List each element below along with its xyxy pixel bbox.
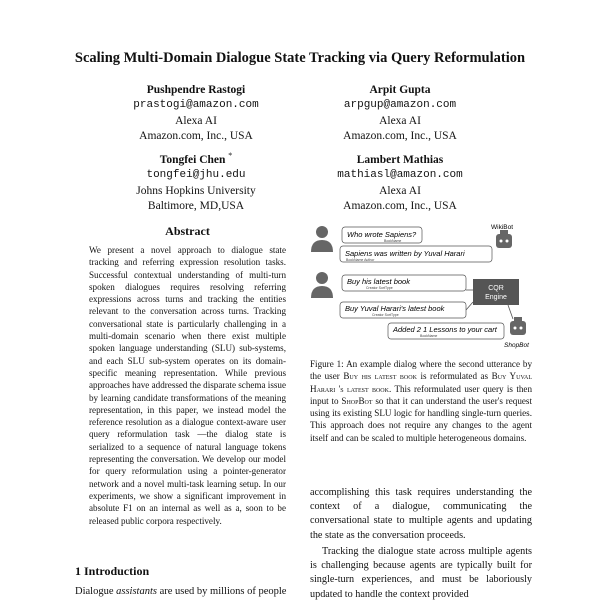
author-name: Pushpendre Rastogi [146,83,246,96]
svg-text:Buy his latest book: Buy his latest book [347,277,410,286]
shopbot-label: ShopBot [504,342,529,349]
svg-text:BookName: BookName [420,334,438,338]
dialog-bubble [388,323,504,339]
author-block [300,148,500,215]
svg-text:Sapiens was written by Yuval H: Sapiens was written by Yuval Harari [345,249,465,258]
dialog-bubble [340,246,492,262]
wikibot-icon [496,230,512,248]
author-affiliation: Alexa AI [175,114,217,127]
author-name: Lambert Mathias [356,153,444,166]
author-name: Arpit Gupta [369,83,431,96]
author-affiliation: Amazon.com, Inc., USA [343,130,457,143]
body-paragraph: accomplishing this task requires understanding the context of a dialogue, communicating the conversational state to multiple agents and updating the state as the conversation proceeds. [310,487,532,541]
author-email: mathiasl@amazon.com [337,169,463,182]
intro-text: Dialogue assistants are used by millions of people [75,586,287,597]
author-affiliation: Amazon.com, Inc., USA [139,130,253,143]
cqr-engine-label: Engine [485,294,507,301]
svg-text:BookName: BookName [384,239,402,243]
dialog-figure [308,222,540,350]
wikibot-label: WikiBot [491,224,514,231]
section-heading: 1 Introduction [75,564,150,578]
svg-text:Added 2 1 Lessons to your cart: Added 2 1 Lessons to your cart [393,325,497,334]
cqr-engine-label: CQR [488,285,504,292]
user-icon [311,226,333,252]
paper-title: Scaling Multi-Domain Dialogue State Tracking via Query Reformulation [74,50,526,66]
author-block [96,148,296,215]
user-icon [311,272,333,298]
author-email: arpgup@amazon.com [343,99,457,112]
author-affiliation: Baltimore, MD,USA [147,200,245,213]
author-email: tongfei@jhu.edu [146,169,246,182]
abstract-text: We present a novel approach to dialogue state tracking and referring expression resolution tasks. Successful contextual understanding of multi-turn spoken dialogues requires resolving referring expressions across turns and tracking the entities relevant to the conversation across turns. Tracking conversational state is particularly challenging in a multi-domain scenario when there exist multiple spoken language understanding (SLU) sub-systems, and each SLU sub-system operates on its domain-specific meaning representation. While previous approaches have addressed the disparate schema issue by learning candidate transformations of the meaning representation, in this paper, we instead model the reference resolution as a dialogue context-aware user query reformulation task —the dialog state is serialized to a sequence of natural language tokens representing the conversation. We develop our model for query reformulation using a pointer-generator network and a novel multi-task learning setup. In our experiments, we show a significant improvement in absolute F1 on an internal as well as a, soon to be released public corpora respectively. [89,245,286,526]
svg-text:Buy Yuval Harari's latest book: Buy Yuval Harari's latest book [345,304,445,313]
body-paragraph: Tracking the dialogue state across multiple agents is challenging because agents are typically built for single-turn experiences, and must be laboriously updated to handle the context provided [310,546,532,600]
dialog-bubble [342,275,466,291]
svg-text:Who wrote Sapiens?: Who wrote Sapiens? [347,230,417,239]
author-affiliation: Alexa AI [379,114,421,127]
author-affiliation: Alexa AI [379,184,421,197]
dialog-bubble [340,302,466,318]
shopbot-icon [510,317,526,335]
author-affiliation: Amazon.com, Inc., USA [343,200,457,213]
cqr-engine-box [473,279,519,305]
figure-caption: Figure 1: An example dialog where the second utterance by the user Buy his latest book is reformulated as Buy Yuval Harari 's latest book. This reformulated user query is then input to ShopBot so that it can understand the user's request using its existing SLU logic for handling single-turn queries. This approach does not require any changes to the agent itself and can be scaled to multiple heterogeneous domains. [310,359,532,443]
svg-text:BookName Author: BookName Author [346,258,375,262]
author-block [300,78,500,145]
author-block [96,78,296,145]
author-name: Tongfei Chen * [159,151,233,166]
dialog-bubble [342,227,422,243]
author-affiliation: Johns Hopkins University [136,184,256,197]
author-email: prastogi@amazon.com [133,99,259,112]
abstract-heading: Abstract [165,224,210,238]
svg-text:Creator SortType: Creator SortType [372,313,399,317]
svg-text:Creator SortType: Creator SortType [366,286,393,290]
